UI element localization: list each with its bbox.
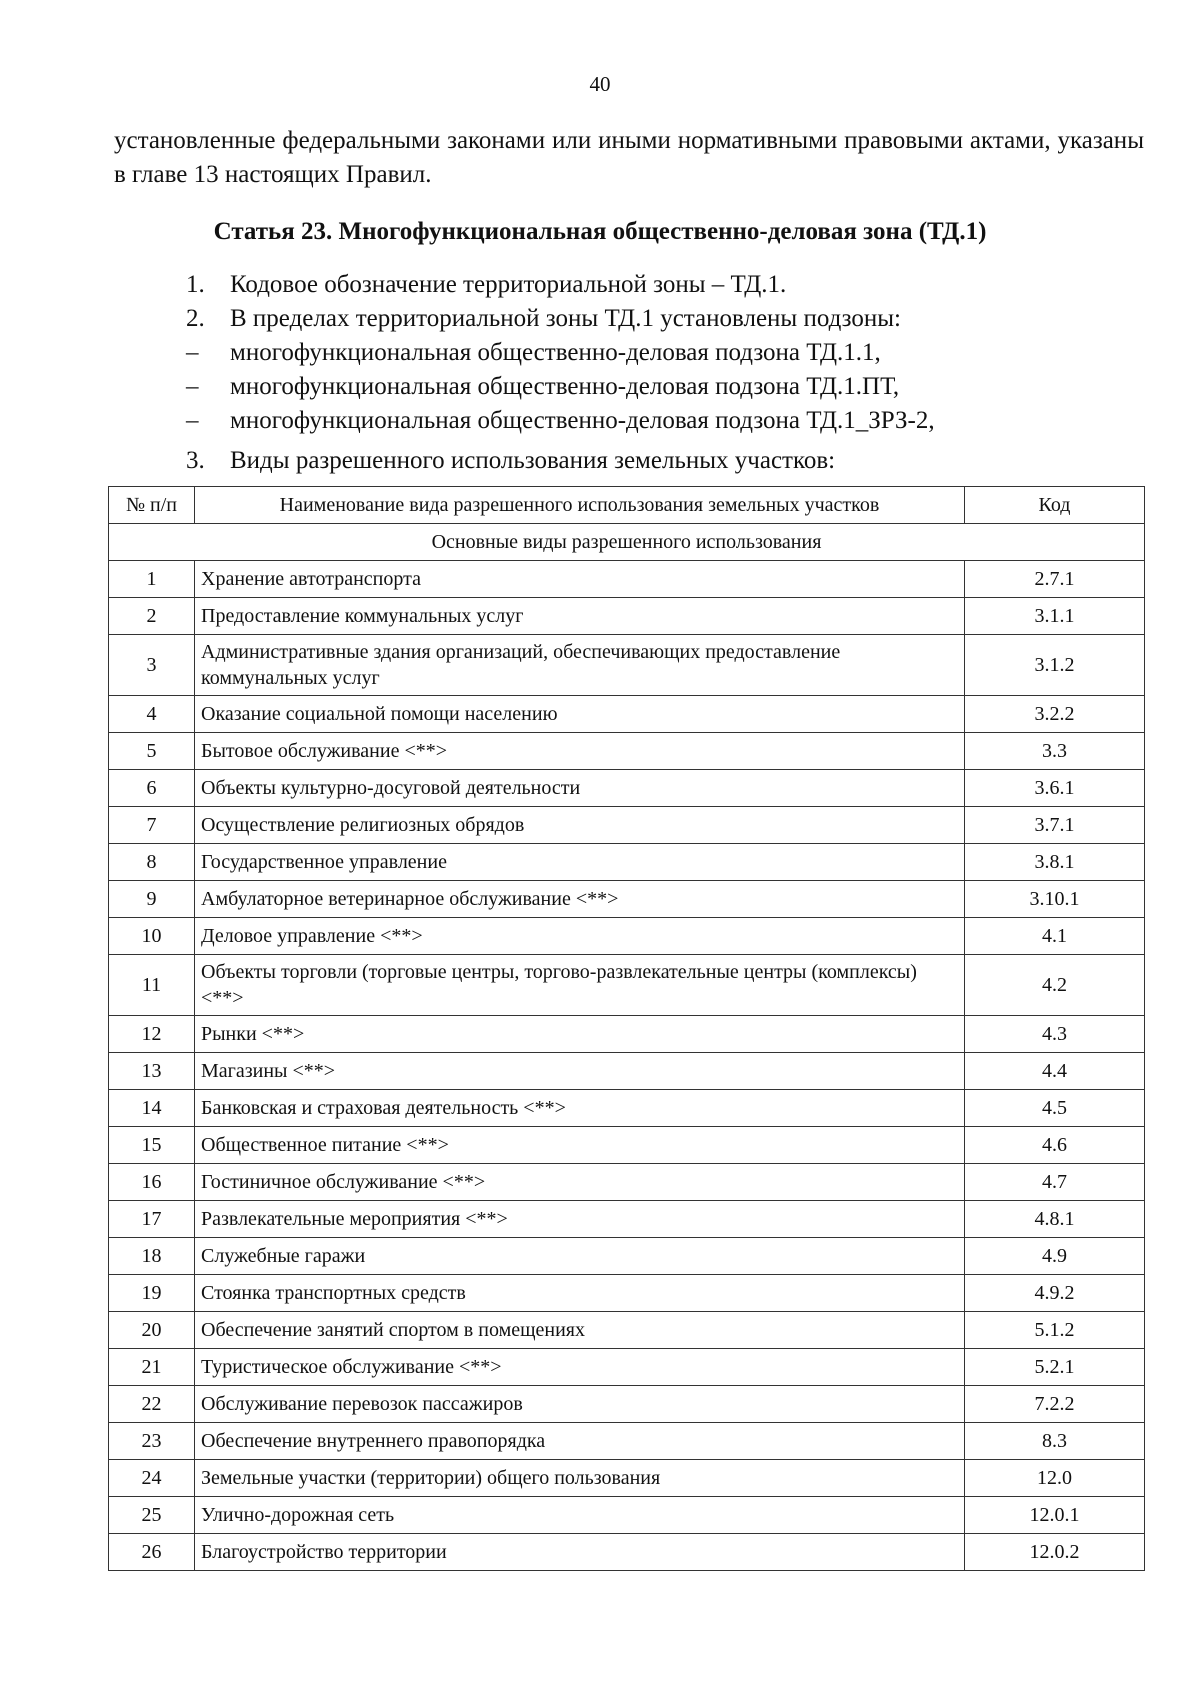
table-row [109, 955, 1145, 1016]
row-name: Объекты культурно-досуговой деятельности [195, 770, 965, 807]
table-row [109, 1201, 1145, 1238]
row-number: 6 [109, 770, 195, 807]
row-number: 15 [109, 1127, 195, 1164]
row-number: 10 [109, 918, 195, 955]
row-number: 11 [109, 955, 195, 1016]
table-header-row [109, 487, 1145, 524]
row-number: 17 [109, 1201, 195, 1238]
list-item [186, 336, 881, 370]
row-number: 20 [109, 1312, 195, 1349]
table-row [109, 598, 1145, 635]
row-name: Объекты торговли (торговые центры, торгово-развлекательные центры (комплексы) <**> [195, 955, 965, 1016]
land-use-table [108, 486, 1145, 1571]
list-item [186, 370, 899, 404]
list-marker: 1. [186, 271, 205, 298]
table-row [109, 881, 1145, 918]
row-code: 4.7 [965, 1164, 1145, 1201]
table-row [109, 1497, 1145, 1534]
row-number: 16 [109, 1164, 195, 1201]
row-code: 5.2.1 [965, 1349, 1145, 1386]
row-code: 4.6 [965, 1127, 1145, 1164]
list-item-text: Виды разрешенного использования земельных участков: [230, 447, 836, 474]
row-name: Улично-дорожная сеть [195, 1497, 965, 1534]
row-name: Развлекательные мероприятия <**> [195, 1201, 965, 1238]
table-row [109, 1386, 1145, 1423]
row-name: Обслуживание перевозок пассажиров [195, 1386, 965, 1423]
section-title: Основные виды разрешенного использования [109, 524, 1145, 561]
table-row [109, 1164, 1145, 1201]
page-number: 40 [589, 72, 611, 96]
row-name: Банковская и страховая деятельность <**> [195, 1090, 965, 1127]
list-item [186, 444, 835, 478]
row-code: 4.8.1 [965, 1201, 1145, 1238]
table-row [109, 1053, 1145, 1090]
table-row [109, 1460, 1145, 1497]
list-item [186, 268, 786, 302]
row-code: 3.8.1 [965, 844, 1145, 881]
row-name: Магазины <**> [195, 1053, 965, 1090]
table-row [109, 918, 1145, 955]
row-number: 3 [109, 635, 195, 696]
intro-paragraph: установленные федеральными законами или иными нормативными правовыми актами, указаны в главе 13 настоящих Правил. [114, 127, 1144, 188]
list-item-text: многофункциональная общественно-деловая подзона ТД.1.1, [230, 339, 881, 366]
row-name: Служебные гаражи [195, 1238, 965, 1275]
row-code: 4.1 [965, 918, 1145, 955]
table-row [109, 1423, 1145, 1460]
table-row [109, 1238, 1145, 1275]
row-number: 8 [109, 844, 195, 881]
row-code: 3.3 [965, 733, 1145, 770]
row-code: 7.2.2 [965, 1386, 1145, 1423]
list-item-text: В пределах территориальной зоны ТД.1 установлены подзоны: [230, 305, 901, 332]
row-name: Хранение автотранспорта [195, 561, 965, 598]
row-code: 3.10.1 [965, 881, 1145, 918]
header-number: № п/п [109, 487, 195, 524]
row-name: Административные здания организаций, обеспечивающих предоставление коммунальных услуг [195, 635, 965, 696]
article-heading: Статья 23. Многофункциональная общественно-деловая зона (ТД.1) [213, 218, 987, 245]
table-row [109, 1312, 1145, 1349]
row-number: 22 [109, 1386, 195, 1423]
row-number: 23 [109, 1423, 195, 1460]
list-marker: 3. [186, 447, 205, 474]
row-code: 12.0.1 [965, 1497, 1145, 1534]
row-code: 3.7.1 [965, 807, 1145, 844]
row-name: Оказание социальной помощи населению [195, 696, 965, 733]
row-code: 3.1.2 [965, 635, 1145, 696]
table-row [109, 1349, 1145, 1386]
row-code: 3.6.1 [965, 770, 1145, 807]
list-item-text: многофункциональная общественно-деловая подзона ТД.1.ПТ, [230, 373, 900, 400]
row-code: 8.3 [965, 1423, 1145, 1460]
row-name: Гостиничное обслуживание <**> [195, 1164, 965, 1201]
row-number: 2 [109, 598, 195, 635]
table-row [109, 1275, 1145, 1312]
row-code: 4.4 [965, 1053, 1145, 1090]
row-number: 25 [109, 1497, 195, 1534]
row-code: 2.7.1 [965, 561, 1145, 598]
header-name: Наименование вида разрешенного использования земельных участков [195, 487, 965, 524]
table-row [109, 770, 1145, 807]
row-number: 24 [109, 1460, 195, 1497]
row-code: 4.3 [965, 1016, 1145, 1053]
row-number: 4 [109, 696, 195, 733]
row-code: 4.9.2 [965, 1275, 1145, 1312]
row-name: Амбулаторное ветеринарное обслуживание <**> [195, 881, 965, 918]
list-marker: – [186, 339, 199, 366]
row-name: Деловое управление <**> [195, 918, 965, 955]
row-number: 12 [109, 1016, 195, 1053]
row-code: 3.1.1 [965, 598, 1145, 635]
list-marker: – [186, 407, 199, 434]
row-number: 13 [109, 1053, 195, 1090]
row-code: 3.2.2 [965, 696, 1145, 733]
row-name: Бытовое обслуживание <**> [195, 733, 965, 770]
header-code: Код [965, 487, 1145, 524]
row-name: Туристическое обслуживание <**> [195, 1349, 965, 1386]
table-row [109, 561, 1145, 598]
row-code: 4.9 [965, 1238, 1145, 1275]
list-item [186, 404, 935, 438]
row-name: Благоустройство территории [195, 1534, 965, 1571]
row-number: 7 [109, 807, 195, 844]
row-number: 21 [109, 1349, 195, 1386]
row-code: 5.1.2 [965, 1312, 1145, 1349]
table-row [109, 844, 1145, 881]
table-row [109, 733, 1145, 770]
row-code: 12.0.2 [965, 1534, 1145, 1571]
table-section-row [109, 524, 1145, 561]
row-code: 4.5 [965, 1090, 1145, 1127]
list-marker: 2. [186, 305, 205, 332]
row-name: Обеспечение внутреннего правопорядка [195, 1423, 965, 1460]
row-name: Рынки <**> [195, 1016, 965, 1053]
row-name: Государственное управление [195, 844, 965, 881]
row-number: 26 [109, 1534, 195, 1571]
row-number: 1 [109, 561, 195, 598]
row-code: 4.2 [965, 955, 1145, 1016]
list-marker: – [186, 373, 199, 400]
row-name: Земельные участки (территории) общего пользования [195, 1460, 965, 1497]
table-row [109, 635, 1145, 696]
row-name: Общественное питание <**> [195, 1127, 965, 1164]
list-item [186, 302, 901, 336]
row-name: Обеспечение занятий спортом в помещениях [195, 1312, 965, 1349]
row-number: 19 [109, 1275, 195, 1312]
row-number: 5 [109, 733, 195, 770]
table-row [109, 1127, 1145, 1164]
row-name: Предоставление коммунальных услуг [195, 598, 965, 635]
table-row [109, 1016, 1145, 1053]
row-number: 18 [109, 1238, 195, 1275]
table-row [109, 807, 1145, 844]
row-number: 9 [109, 881, 195, 918]
row-name: Стоянка транспортных средств [195, 1275, 965, 1312]
list-item-text: многофункциональная общественно-деловая подзона ТД.1_ЗРЗ-2, [230, 407, 935, 434]
list-item-text: Кодовое обозначение территориальной зоны – ТД.1. [230, 271, 787, 298]
table-row [109, 1090, 1145, 1127]
table-row [109, 696, 1145, 733]
table-row [109, 1534, 1145, 1571]
row-code: 12.0 [965, 1460, 1145, 1497]
row-name: Осуществление религиозных обрядов [195, 807, 965, 844]
row-number: 14 [109, 1090, 195, 1127]
